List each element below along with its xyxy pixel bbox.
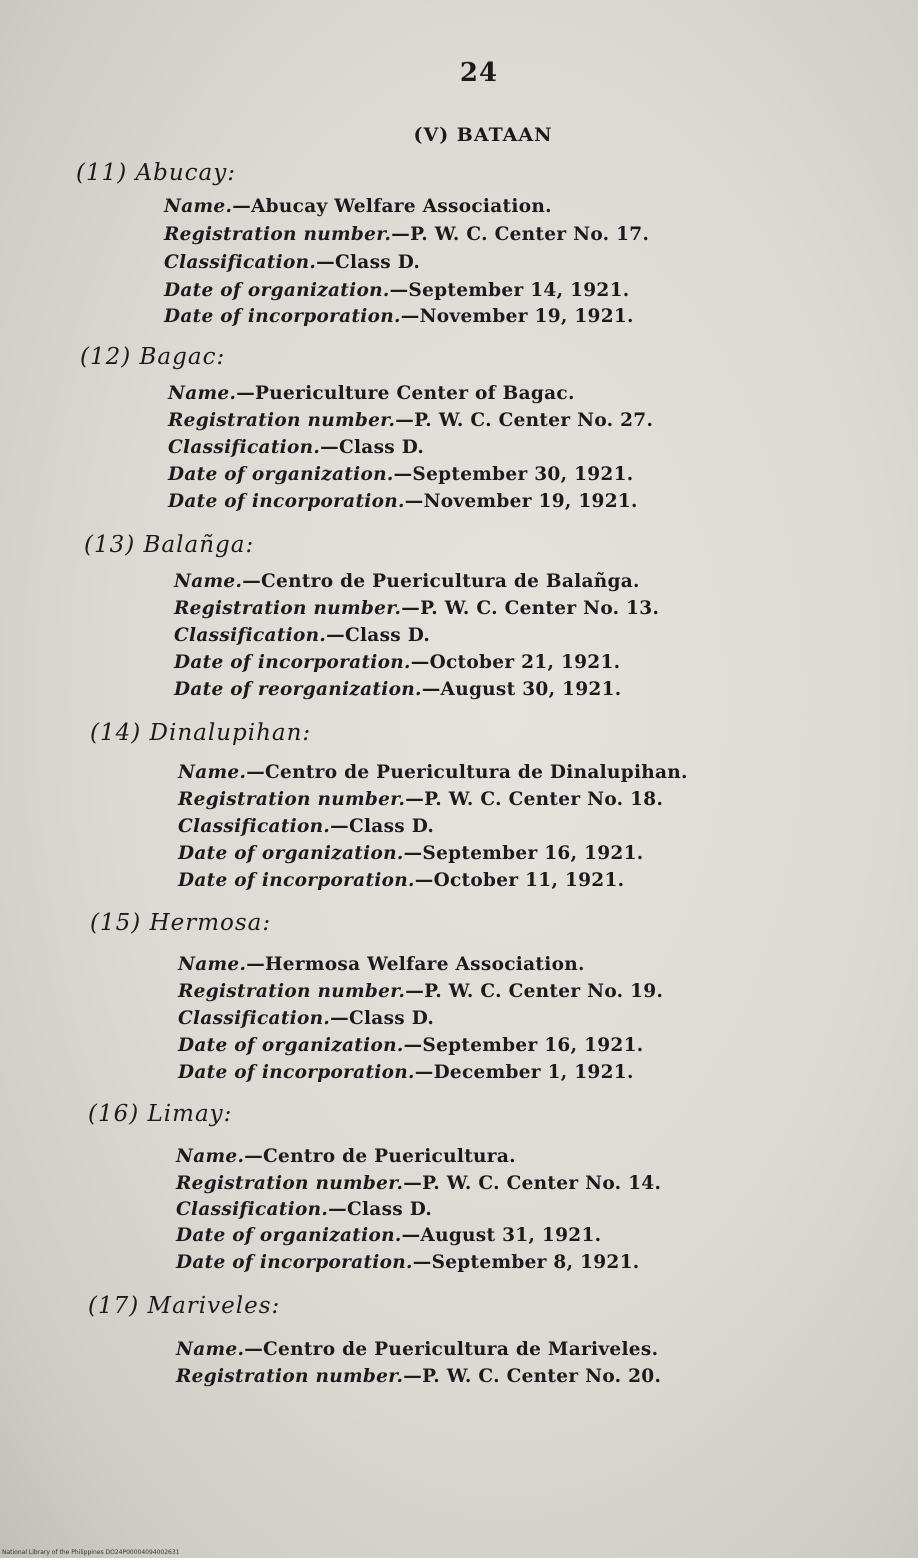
- field-label: Date of incorporation.: [164, 306, 401, 327]
- entry-field: [176, 1225, 601, 1246]
- field-label: Date of incorporation.: [168, 491, 405, 512]
- field-label: Registration number.: [164, 224, 392, 245]
- field-value: —Class D.: [330, 816, 435, 837]
- entry-heading-hermosa: (15) Hermosa:: [90, 910, 272, 936]
- field-label: Name.: [178, 954, 247, 975]
- field-label: Registration number.: [178, 789, 406, 810]
- field-label: Classification.: [174, 625, 327, 646]
- page-number: 24: [459, 58, 499, 88]
- field-value: —October 11, 1921.: [414, 870, 625, 891]
- entry-heading-dinalupihan: (14) Dinalupihan:: [90, 720, 312, 746]
- field-value: —Class D.: [328, 1199, 433, 1220]
- entry-field: [164, 196, 552, 217]
- entry-field: [168, 464, 634, 485]
- entry-heading-balanga: (13) Balañga:: [84, 532, 255, 558]
- entry-field: [178, 1035, 644, 1056]
- field-label: Registration number.: [178, 981, 406, 1002]
- entry-field: [174, 625, 430, 646]
- entry-heading-limay: (16) Limay:: [88, 1101, 233, 1127]
- entry-field: [174, 679, 621, 700]
- entry-field: [178, 954, 585, 975]
- field-label: Classification.: [178, 816, 331, 837]
- field-value: —December 1, 1921.: [414, 1062, 634, 1083]
- entry-field: [176, 1339, 658, 1360]
- entry-field: [164, 252, 420, 273]
- field-value: —September 30, 1921.: [393, 464, 634, 485]
- field-value: —August 31, 1921.: [401, 1225, 602, 1246]
- field-value: —Class D.: [316, 252, 421, 273]
- entry-field: [176, 1252, 640, 1273]
- entry-field: [174, 652, 620, 673]
- field-label: Date of organization.: [168, 464, 394, 485]
- field-value: —September 8, 1921.: [412, 1252, 640, 1273]
- field-value: —September 14, 1921.: [389, 280, 630, 301]
- entry-heading-abucay: (11) Abucay:: [76, 160, 237, 186]
- field-value: —Centro de Puericultura.: [244, 1146, 516, 1167]
- field-value: —P. W. C. Center No. 18.: [405, 789, 664, 810]
- field-label: Registration number.: [176, 1366, 404, 1387]
- field-value: —Puericulture Center of Bagac.: [236, 383, 575, 404]
- field-value: —September 16, 1921.: [403, 1035, 644, 1056]
- field-value: —P. W. C. Center No. 14.: [403, 1173, 662, 1194]
- entry-field: [164, 306, 634, 327]
- field-label: Date of organization.: [164, 280, 390, 301]
- entry-field: [178, 1062, 634, 1083]
- field-value: —November 19, 1921.: [404, 491, 638, 512]
- entry-heading-mariveles: (17) Mariveles:: [88, 1293, 281, 1319]
- entry-field: [178, 843, 644, 864]
- section-title: (V) BATAAN: [413, 124, 553, 146]
- field-value: —P. W. C. Center No. 19.: [405, 981, 664, 1002]
- entry-field: [174, 598, 659, 619]
- field-label: Name.: [178, 762, 247, 783]
- field-label: Registration number.: [168, 410, 396, 431]
- field-value: —P. W. C. Center No. 27.: [395, 410, 654, 431]
- field-label: Classification.: [176, 1199, 329, 1220]
- field-value: —P. W. C. Center No. 20.: [403, 1366, 662, 1387]
- entry-field: [168, 410, 653, 431]
- field-label: Name.: [164, 196, 233, 217]
- field-label: Registration number.: [176, 1173, 404, 1194]
- entry-field: [168, 437, 424, 458]
- field-value: —Class D.: [326, 625, 431, 646]
- entry-field: [164, 224, 649, 245]
- entry-heading-bagac: (12) Bagac:: [80, 344, 226, 370]
- entry-field: [178, 1008, 434, 1029]
- field-label: Date of incorporation.: [174, 652, 411, 673]
- field-label: Name.: [174, 571, 243, 592]
- entry-field: [176, 1366, 661, 1387]
- field-value: —October 21, 1921.: [410, 652, 621, 673]
- field-label: Classification.: [164, 252, 317, 273]
- field-label: Date of organization.: [178, 1035, 404, 1056]
- field-value: —P. W. C. Center No. 13.: [401, 598, 660, 619]
- field-value: —Hermosa Welfare Association.: [246, 954, 585, 975]
- field-label: Date of incorporation.: [178, 1062, 415, 1083]
- entry-field: [178, 762, 688, 783]
- entry-field: [174, 571, 640, 592]
- footer-source: National Library of the Philippines DO24P00004094002631: [2, 1549, 180, 1556]
- entry-field: [168, 491, 638, 512]
- field-label: Date of reorganization.: [174, 679, 422, 700]
- field-label: Date of incorporation.: [178, 870, 415, 891]
- field-value: —August 30, 1921.: [421, 679, 622, 700]
- field-value: —Abucay Welfare Association.: [232, 196, 552, 217]
- field-label: Name.: [176, 1339, 245, 1360]
- field-label: Name.: [168, 383, 237, 404]
- field-label: Date of organization.: [178, 843, 404, 864]
- field-label: Date of organization.: [176, 1225, 402, 1246]
- field-label: Name.: [176, 1146, 245, 1167]
- entry-field: [176, 1199, 432, 1220]
- entry-field: [176, 1146, 516, 1167]
- field-value: —Class D.: [330, 1008, 435, 1029]
- field-value: —Centro de Puericultura de Dinalupihan.: [246, 762, 688, 783]
- entry-field: [178, 870, 624, 891]
- entry-field: [178, 789, 663, 810]
- field-value: —Centro de Puericultura de Mariveles.: [244, 1339, 659, 1360]
- field-label: Classification.: [168, 437, 321, 458]
- entry-field: [168, 383, 575, 404]
- entry-field: [164, 280, 630, 301]
- field-label: Classification.: [178, 1008, 331, 1029]
- field-value: —P. W. C. Center No. 17.: [391, 224, 650, 245]
- field-value: —September 16, 1921.: [403, 843, 644, 864]
- field-label: Date of incorporation.: [176, 1252, 413, 1273]
- field-value: —November 19, 1921.: [400, 306, 634, 327]
- entry-field: [178, 816, 434, 837]
- field-value: —Centro de Puericultura de Balañga.: [242, 571, 640, 592]
- field-label: Registration number.: [174, 598, 402, 619]
- entry-field: [178, 981, 663, 1002]
- field-value: —Class D.: [320, 437, 425, 458]
- entry-field: [176, 1173, 661, 1194]
